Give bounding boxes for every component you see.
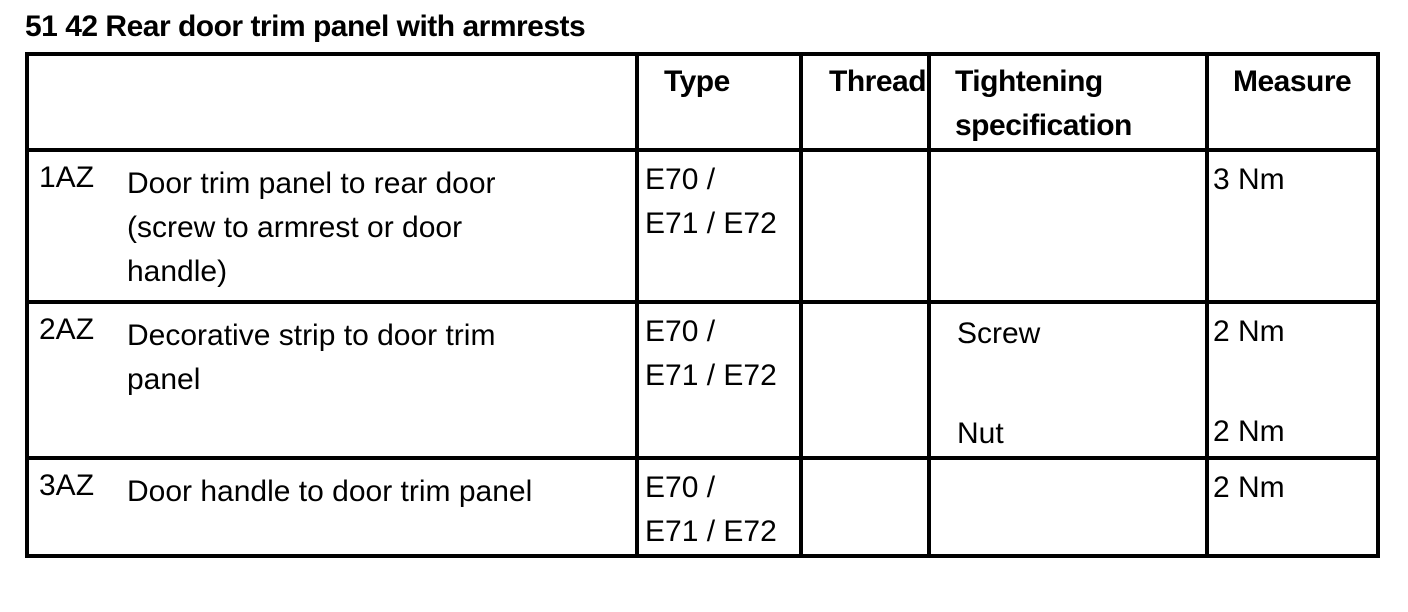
column-header-type: Type bbox=[637, 54, 801, 150]
description-text: Decorative strip to door trim panel bbox=[127, 319, 496, 396]
table-header-row bbox=[27, 54, 1378, 150]
measure-nut: 2 Nm bbox=[1213, 415, 1285, 448]
description-cell bbox=[27, 458, 637, 556]
column-header-measure: Measure bbox=[1207, 54, 1378, 150]
thread-cell bbox=[801, 150, 929, 302]
position-code: 2AZ bbox=[39, 313, 95, 346]
table-row bbox=[27, 302, 1378, 458]
column-header-thread: Thread bbox=[801, 54, 929, 150]
description-cell bbox=[27, 150, 637, 302]
measure-cell: 2 Nm bbox=[1207, 458, 1378, 556]
measure-screw: 2 Nm bbox=[1213, 315, 1285, 348]
type-cell: E70 / E71 / E72 bbox=[637, 150, 801, 302]
table-row bbox=[27, 150, 1378, 302]
position-code: 1AZ bbox=[39, 161, 95, 194]
measure-cell: 3 Nm bbox=[1207, 150, 1378, 302]
description-text: Door trim panel to rear door (screw to armrest or door handle) bbox=[127, 167, 496, 288]
table-row bbox=[27, 458, 1378, 556]
tightening-cell bbox=[929, 150, 1207, 302]
column-header-description bbox=[27, 54, 637, 150]
tightening-nut: Nut bbox=[957, 417, 1004, 450]
measure-cell bbox=[1207, 302, 1378, 458]
thread-cell bbox=[801, 458, 929, 556]
description-cell bbox=[27, 302, 637, 458]
tightening-screw: Screw bbox=[957, 317, 1041, 350]
type-cell: E70 / E71 / E72 bbox=[637, 458, 801, 556]
tightening-cell bbox=[929, 302, 1207, 458]
position-code: 3AZ bbox=[39, 469, 95, 502]
tightening-cell bbox=[929, 458, 1207, 556]
tightening-torque-table bbox=[25, 52, 1380, 558]
page-title: 51 42 Rear door trim panel with armrests bbox=[25, 10, 586, 43]
description-text: Door handle to door trim panel bbox=[127, 475, 533, 508]
thread-cell bbox=[801, 302, 929, 458]
column-header-tightening-specification: Tightening specification bbox=[929, 54, 1207, 150]
type-cell: E70 / E71 / E72 bbox=[637, 302, 801, 458]
